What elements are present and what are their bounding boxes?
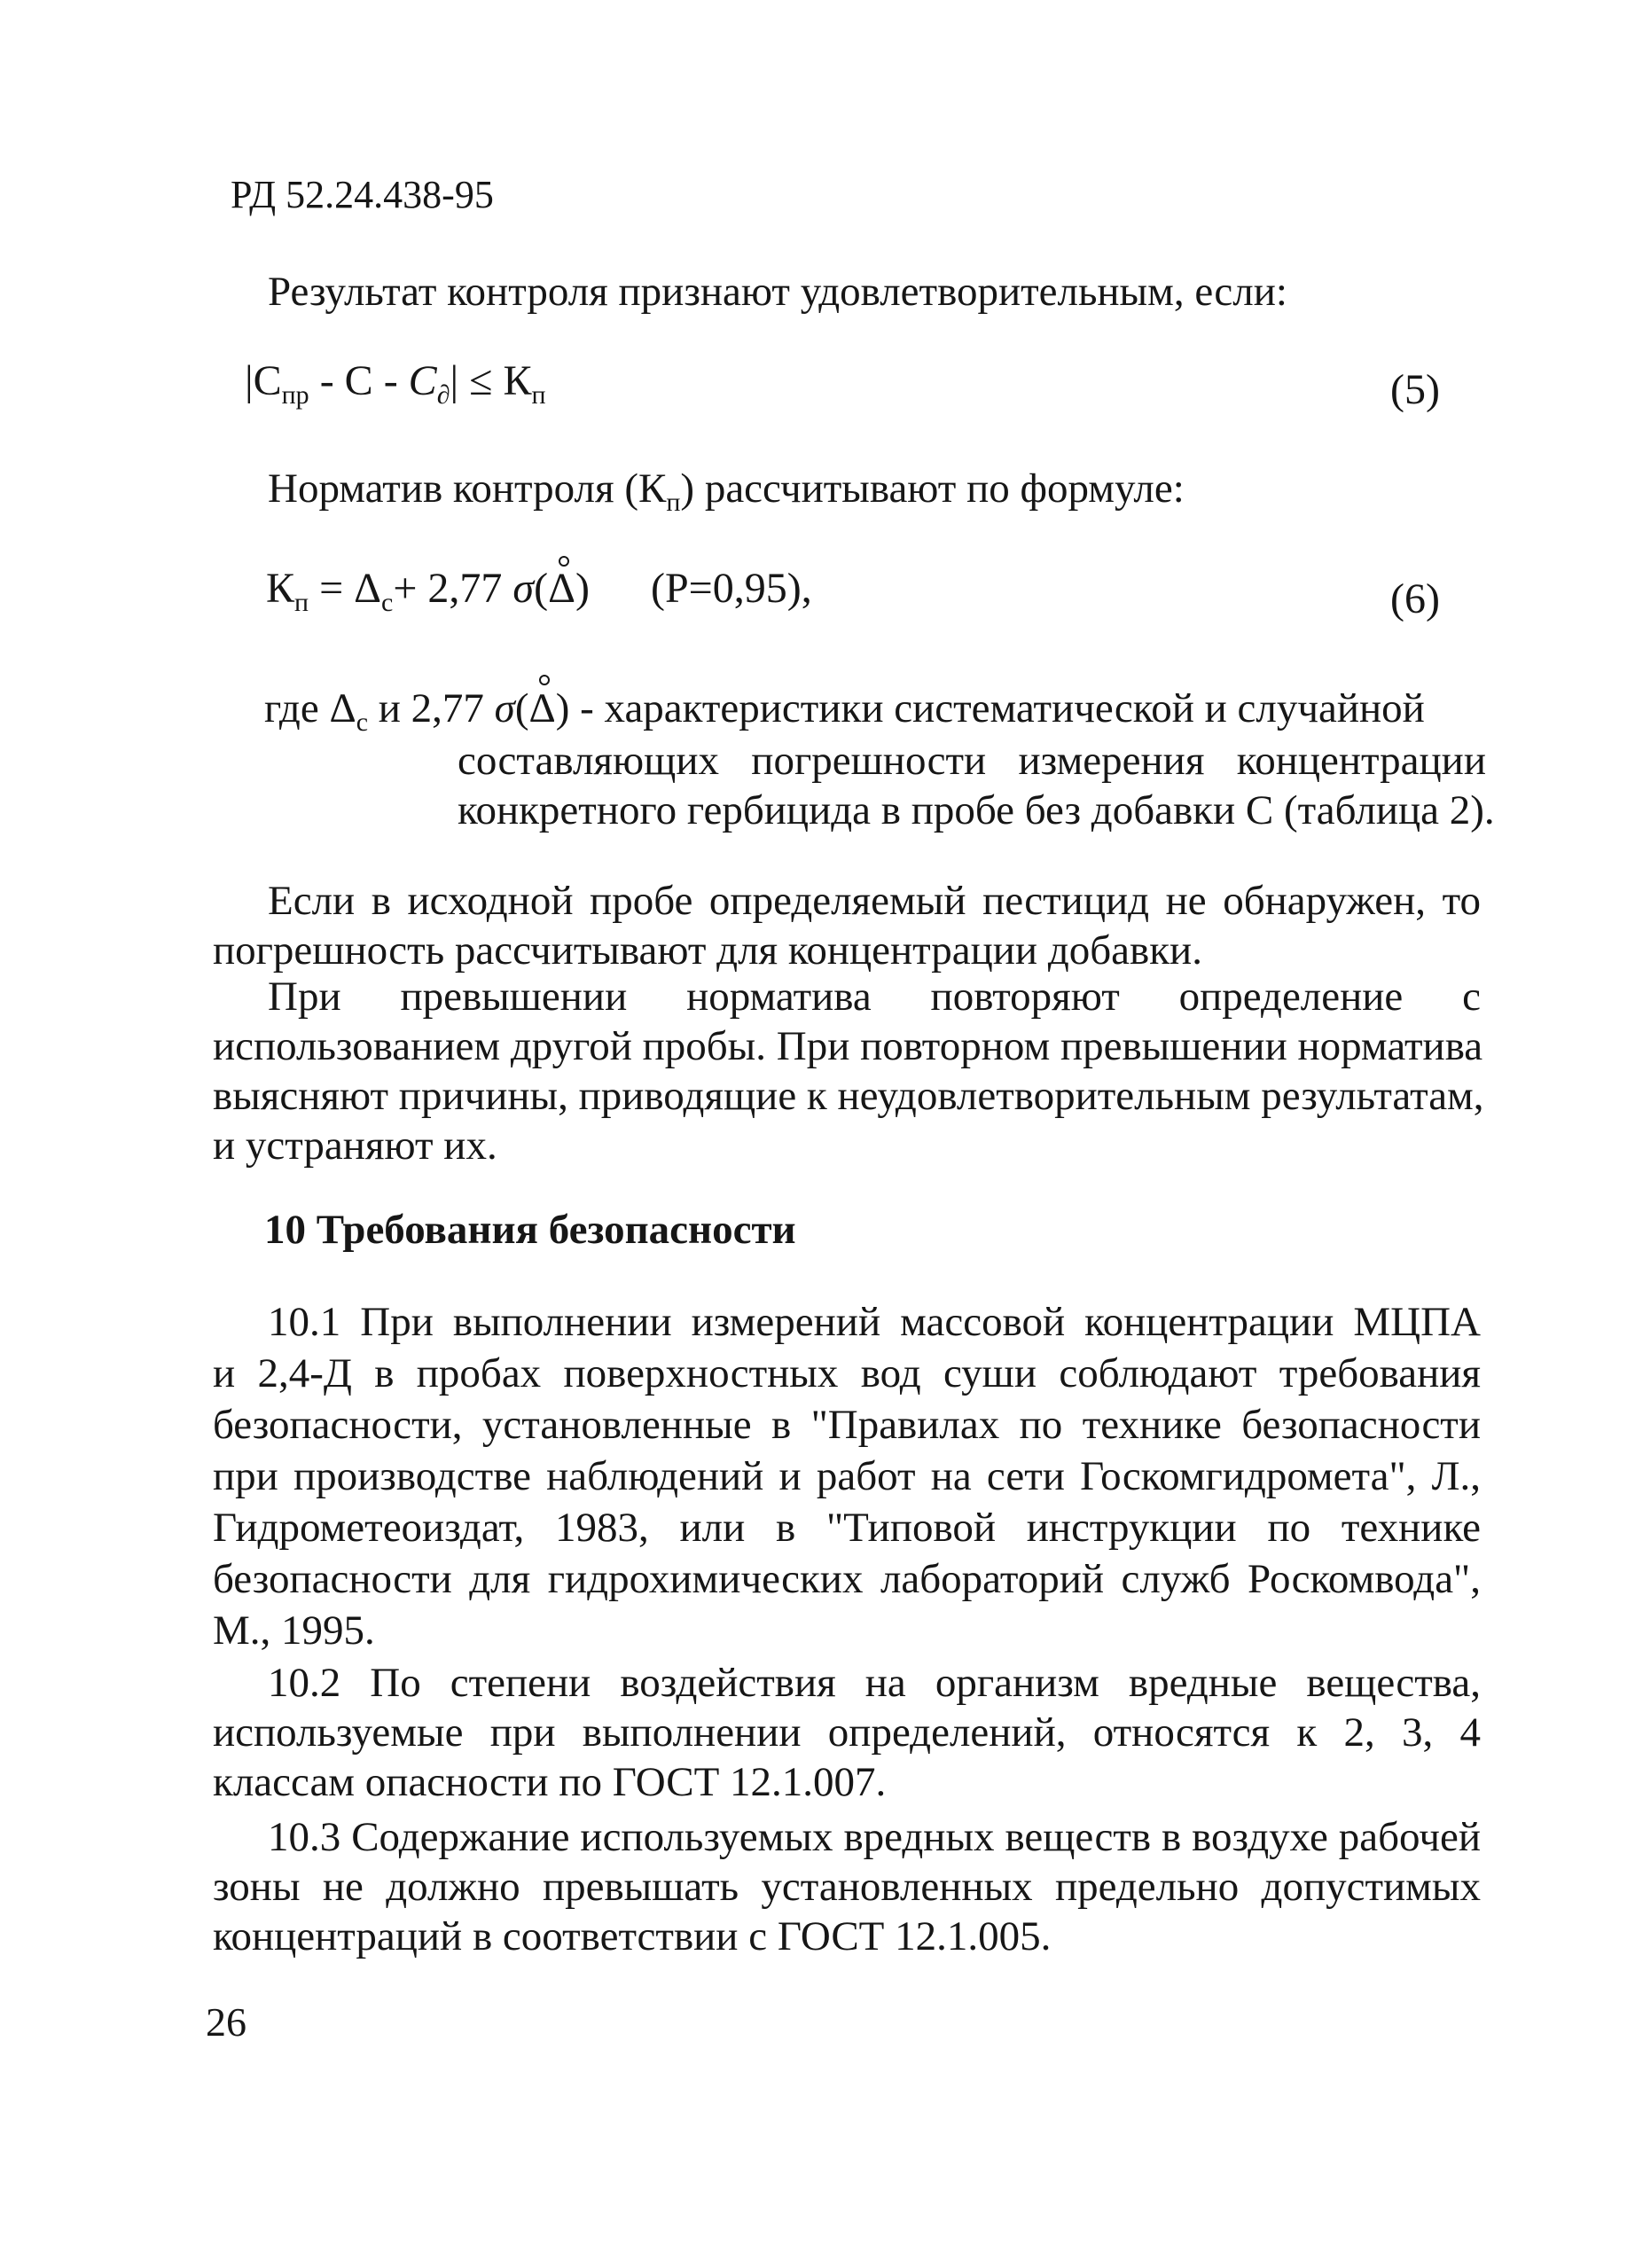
delta-ring-symbol: Δ <box>529 683 556 734</box>
formula-6 <box>266 564 590 618</box>
sigma-symbol: σ <box>494 685 515 731</box>
abs-bar-open: | <box>245 357 254 404</box>
le-sign: ≤ <box>458 357 504 404</box>
where-delta-subscript: с <box>356 708 369 737</box>
text-line: и устраняют их. <box>213 1122 497 1169</box>
text-line: 10.3 Содержание используемых вредных веществ в воздухе рабочей <box>268 1814 1481 1860</box>
text-line: безопасности, установленные в "Правилах по технике безопасности <box>213 1402 1481 1448</box>
plus-coefficient: + 2,77 <box>393 565 513 612</box>
k-subscript: п <box>294 588 309 617</box>
paragraph-exceed <box>213 972 1484 1170</box>
paren-close: ) <box>575 565 590 612</box>
text-line: безопасности для гидрохимических лабораторий служб Роскомвода", <box>213 1556 1481 1602</box>
text-line: составляющих погрешности измерения концентрации <box>458 738 1486 784</box>
paragraph-not-found <box>213 876 1481 975</box>
equation-number-5: (5) <box>1390 366 1440 413</box>
norm-intro-text <box>268 463 1185 528</box>
delta-ring-symbol: Δ <box>548 565 575 612</box>
abs-bar-close: | <box>450 357 459 404</box>
text-line: зоны не должно превышать установленных предельно допустимых <box>213 1864 1481 1910</box>
norm-intro-before: Норматив контроля (К <box>268 465 667 512</box>
c-d-symbol: C <box>408 357 437 404</box>
paren-close: ) <box>555 685 570 731</box>
paragraph-10-2 <box>213 1658 1481 1807</box>
paragraph-10-3 <box>213 1812 1481 1961</box>
where-and-coefficient: и 2,77 <box>368 685 495 731</box>
control-result-text: Результат контроля признают удовлетворительным, если: <box>268 269 1287 315</box>
paragraph-10-1 <box>213 1296 1481 1656</box>
where-prefix: где Δ <box>264 685 356 731</box>
c-pr-symbol: С <box>253 357 282 404</box>
c-pr-subscript: пр <box>281 380 309 410</box>
text-line: погрешность рассчитывают для концентрации добавки. <box>213 927 1202 974</box>
text-line: 10.2 По степени воздействия на организм вредные вещества, <box>268 1660 1481 1706</box>
text-line: конкретного гербицида в пробе без добавки С (таблица 2). <box>458 787 1495 833</box>
text-line: М., 1995. <box>213 1607 375 1654</box>
text-line: При превышении норматива повторяют определение с <box>268 974 1481 1020</box>
norm-intro-after: ) рассчитывают по формуле: <box>680 465 1185 512</box>
text-line: 10.1 При выполнении измерений массовой концентрации МЦПА <box>268 1299 1481 1345</box>
text-line: используемые при выполнении определений, относятся к 2, 3, 4 <box>213 1709 1481 1756</box>
document-code: РД 52.24.438-95 <box>231 173 494 216</box>
page-number: 26 <box>206 1999 246 2045</box>
formula-5 <box>245 356 546 411</box>
sigma-symbol: σ <box>512 565 535 612</box>
where-description-start: - характеристики систематической и случайной <box>569 685 1425 731</box>
where-description <box>458 736 1495 835</box>
equation-number-6: (6) <box>1390 575 1440 622</box>
paren-open: ( <box>534 565 549 612</box>
text-line: Если в исходной пробе определяемый пестицид не обнаружен, то <box>268 878 1481 924</box>
text-line: использованием другой пробы. При повторном превышении норматива <box>213 1023 1483 1069</box>
c-d-subscript: ∂ <box>436 380 450 410</box>
k-subscript: п <box>531 380 546 410</box>
k-symbol: К <box>266 565 295 612</box>
text-line: классам опасности по ГОСТ 12.1.007. <box>213 1759 887 1805</box>
text-line: и 2,4-Д в пробах поверхностных вод суши соблюдают требования <box>213 1350 1481 1396</box>
section-heading: 10 Требования безопасности <box>264 1207 796 1253</box>
paren-open: ( <box>514 685 529 731</box>
delta-c-subscript: с <box>381 588 394 617</box>
text-line: выясняют причины, приводящие к неудовлетворительным результатам, <box>213 1073 1484 1119</box>
norm-intro-subscript: п <box>666 488 681 517</box>
minus-c: - С - <box>309 357 409 404</box>
k-symbol: К <box>503 357 532 404</box>
probability-value: (Р=0,95), <box>651 565 812 612</box>
text-line: концентраций в соответствии с ГОСТ 12.1.005. <box>213 1913 1052 1959</box>
text-line: Гидрометеоиздат, 1983, или в "Типовой инструкции по технике <box>213 1505 1481 1551</box>
text-line: при производстве наблюдений и работ на сети Госкомгидромета", Л., <box>213 1453 1481 1499</box>
equals-delta: = Δ <box>309 565 382 612</box>
